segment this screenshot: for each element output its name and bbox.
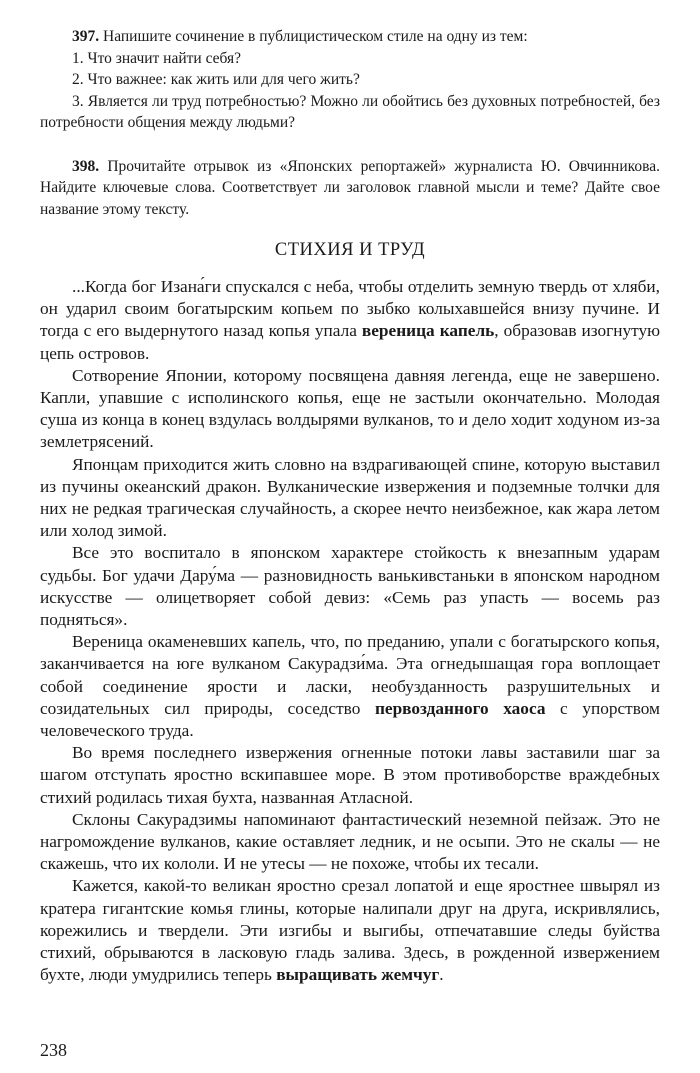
page-number: 238 xyxy=(40,1040,67,1060)
task-397 xyxy=(40,26,660,134)
paragraph-1-text-a: ...Когда бог Изана́ги спускался с неба, чтобы отделить земную твердь от хляби, он ударил своим богатырским копьем по зыбко колыхавшейся внизу пучине. И тогда с его выдернутого назад копья упала xyxy=(40,277,660,341)
paragraph-5-keyword: первозданного хаоса xyxy=(374,698,546,718)
paragraph-2: Сотворение Японии, которому посвящена давняя легенда, еще не завершено. Капли, упавшие с исполинского копья, еще не застыли окончательно. Молодая суша из конца в конец вздулась волдырями вулканов, то и дело ходит ходуном из-за землетрясений. xyxy=(40,365,660,452)
article-body xyxy=(40,276,660,987)
paragraph-7: Склоны Сакурадзимы напоминают фантастический неземной пейзаж. Это не нагромождение вулканов, какие оставляет ледник, и не осыпи. Это не скалы — не скажешь, что их кололи. И не утесы — не похоже, чтобы их тесали. xyxy=(40,809,660,874)
paragraph-1 xyxy=(40,276,660,365)
task-397-number: 397. xyxy=(72,28,100,45)
paragraph-5 xyxy=(40,631,660,742)
task-397-intro-line xyxy=(40,26,660,48)
task-398-line xyxy=(40,156,660,221)
task-398 xyxy=(40,156,660,221)
paragraph-5-text-b: с упорством человеческого труда. xyxy=(40,698,660,741)
task-397-item-1: 1. Что значит найти себя? xyxy=(72,49,242,67)
paragraph-6: Во время последнего извержения огненные потоки лавы заставили шаг за шагом отступать яростно вскипавшее море. В этом противоборстве враждебных стихий родилась тихая бухта, названная Атласной. xyxy=(40,743,660,807)
paragraph-5-text-a: Вереница окаменевших капель, что, по преданию, упали с богатырского копья, заканчивается на юге вулканом Сакурадзи́ма. Эта огнедышащая гора воплощает собой соединение ярости и ласки, необузданность разрушительных и созидательных сил природы, соседство xyxy=(40,632,660,718)
page-content xyxy=(40,26,660,987)
paragraph-1-text-b: , образовав изогнутую цепь островов. xyxy=(40,321,660,363)
task-397-intro: Напишите сочинение в публицистическом стиле на одну из тем: xyxy=(103,28,528,45)
paragraph-1-keyword: вереница капель xyxy=(361,321,495,341)
task-397-item-2: 2. Что важнее: как жить или для чего жить? xyxy=(72,71,360,88)
paragraph-3: Японцам приходится жить словно на вздрагивающей спине, которую выставил из пучины океанский дракон. Вулканические извержения и подземные толчки для них не редкая трагическая случайность, а скорее нечто неизбежное, как жара летом или холод зимой. xyxy=(40,454,660,541)
article-title: СТИХИЯ И ТРУД xyxy=(274,240,426,260)
task-398-number: 398. xyxy=(72,157,100,175)
paragraph-8 xyxy=(40,875,660,986)
paragraph-8-keyword: выращивать жемчуг xyxy=(276,965,440,985)
paragraph-4: Все это воспитало в японском характере стойкость к внезапным ударам судьбы. Бог удачи Дару́ма — разновидность ванькивстаньки в японском народном искусстве — олицетворяет собой девиз: «Семь раз упасть — восемь раз подняться». xyxy=(40,543,660,630)
paragraph-8-text-b: . xyxy=(439,965,444,985)
paragraph-8-text-a: Кажется, какой-то великан яростно срезал лопатой и еще яростнее швырял из кратера гигантские комья глины, которые налипали друг на друга, искривлялись, корежились и твердели. Эти изгибы и выгибы, отпечатавшие следы буйства стихий, обрываются в ласковую гладь залива. Здесь, в рожденной извержением бухте, люди умудрились теперь xyxy=(40,876,660,985)
section-gap xyxy=(40,134,660,156)
task-398-text: Прочитайте отрывок из «Японских репортажей» журналиста Ю. Овчинникова. Найдите ключевые слова. Соответствует ли заголовок главной мысли и теме? Дайте свое название этому тексту. xyxy=(40,157,660,218)
task-397-item-3: 3. Является ли труд потребностью? Можно ли обойтись без духовных потребностей, без потребности общения между людьми? xyxy=(40,92,660,131)
